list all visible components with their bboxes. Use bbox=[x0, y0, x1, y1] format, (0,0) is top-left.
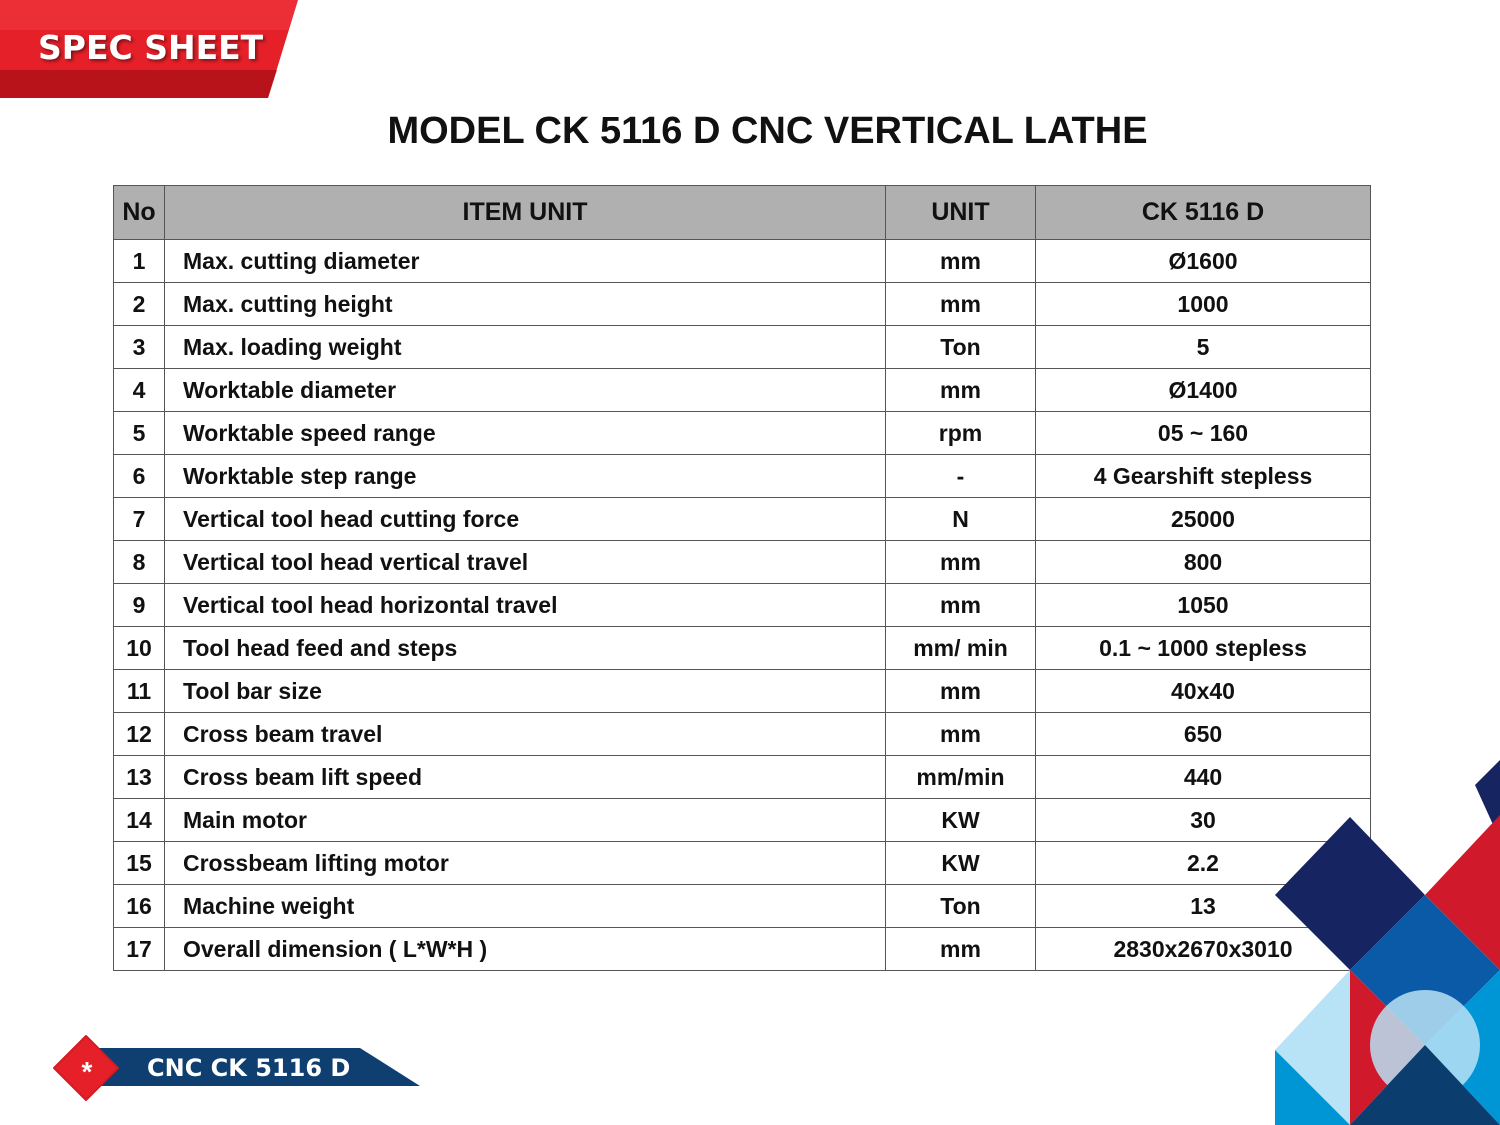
row-value: 4 Gearshift stepless bbox=[1036, 455, 1371, 498]
row-item: Vertical tool head cutting force bbox=[165, 498, 886, 541]
table-row bbox=[114, 928, 1371, 971]
row-unit: KW bbox=[886, 842, 1036, 885]
table-row bbox=[114, 670, 1371, 713]
table-row bbox=[114, 412, 1371, 455]
row-value: 0.1 ~ 1000 stepless bbox=[1036, 627, 1371, 670]
row-item: Crossbeam lifting motor bbox=[165, 842, 886, 885]
row-value: 40x40 bbox=[1036, 670, 1371, 713]
row-value: Ø1400 bbox=[1036, 369, 1371, 412]
row-item: Worktable step range bbox=[165, 455, 886, 498]
row-unit: mm bbox=[886, 541, 1036, 584]
row-no: 2 bbox=[114, 283, 165, 326]
row-no: 8 bbox=[114, 541, 165, 584]
table-row bbox=[114, 885, 1371, 928]
table-row bbox=[114, 240, 1371, 283]
row-item: Cross beam travel bbox=[165, 713, 886, 756]
row-item: Max. loading weight bbox=[165, 326, 886, 369]
row-unit: Ton bbox=[886, 326, 1036, 369]
row-no: 1 bbox=[114, 240, 165, 283]
row-no: 9 bbox=[114, 584, 165, 627]
row-no: 11 bbox=[114, 670, 165, 713]
row-item: Vertical tool head horizontal travel bbox=[165, 584, 886, 627]
table-row bbox=[114, 713, 1371, 756]
row-value: 1000 bbox=[1036, 283, 1371, 326]
row-value: 1050 bbox=[1036, 584, 1371, 627]
row-value: 30 bbox=[1036, 799, 1371, 842]
row-unit: KW bbox=[886, 799, 1036, 842]
banner-label: SPEC SHEET bbox=[38, 28, 264, 67]
row-value: 650 bbox=[1036, 713, 1371, 756]
row-unit: rpm bbox=[886, 412, 1036, 455]
row-no: 10 bbox=[114, 627, 165, 670]
row-unit: mm bbox=[886, 240, 1036, 283]
table-row bbox=[114, 756, 1371, 799]
row-unit: mm/min bbox=[886, 756, 1036, 799]
row-value: 2.2 bbox=[1036, 842, 1371, 885]
footer-model-tag bbox=[0, 1030, 430, 1110]
row-no: 14 bbox=[114, 799, 165, 842]
footer-label: CNC CK 5116 D bbox=[147, 1054, 351, 1082]
row-item: Tool bar size bbox=[165, 670, 886, 713]
header-unit: UNIT bbox=[886, 186, 1036, 240]
row-unit: mm bbox=[886, 584, 1036, 627]
row-value: 5 bbox=[1036, 326, 1371, 369]
row-no: 15 bbox=[114, 842, 165, 885]
table-row bbox=[114, 283, 1371, 326]
table-row bbox=[114, 584, 1371, 627]
asterisk-icon: * bbox=[81, 1056, 93, 1087]
row-no: 5 bbox=[114, 412, 165, 455]
row-item: Vertical tool head vertical travel bbox=[165, 541, 886, 584]
row-unit: mm bbox=[886, 369, 1036, 412]
row-no: 7 bbox=[114, 498, 165, 541]
row-unit: mm/ min bbox=[886, 627, 1036, 670]
row-value: 05 ~ 160 bbox=[1036, 412, 1371, 455]
spec-table bbox=[113, 185, 1371, 971]
table-row bbox=[114, 498, 1371, 541]
row-unit: mm bbox=[886, 928, 1036, 971]
row-item: Machine weight bbox=[165, 885, 886, 928]
row-value: 800 bbox=[1036, 541, 1371, 584]
row-item: Max. cutting height bbox=[165, 283, 886, 326]
row-no: 17 bbox=[114, 928, 165, 971]
row-no: 6 bbox=[114, 455, 165, 498]
row-value: 25000 bbox=[1036, 498, 1371, 541]
row-no: 13 bbox=[114, 756, 165, 799]
table-row bbox=[114, 326, 1371, 369]
spec-sheet-banner bbox=[0, 0, 300, 100]
row-item: Overall dimension ( L*W*H ) bbox=[165, 928, 886, 971]
row-unit: mm bbox=[886, 283, 1036, 326]
row-unit: N bbox=[886, 498, 1036, 541]
header-item: ITEM UNIT bbox=[165, 186, 886, 240]
row-item: Tool head feed and steps bbox=[165, 627, 886, 670]
row-item: Cross beam lift speed bbox=[165, 756, 886, 799]
row-value: 440 bbox=[1036, 756, 1371, 799]
table-row bbox=[114, 799, 1371, 842]
page-title: MODEL CK 5116 D CNC VERTICAL LATHE bbox=[387, 110, 1148, 152]
row-unit: Ton bbox=[886, 885, 1036, 928]
spec-table-body bbox=[114, 240, 1371, 971]
row-unit: mm bbox=[886, 670, 1036, 713]
table-row bbox=[114, 842, 1371, 885]
row-unit: mm bbox=[886, 713, 1036, 756]
row-item: Worktable diameter bbox=[165, 369, 886, 412]
header-value: CK 5116 D bbox=[1036, 186, 1371, 240]
table-row bbox=[114, 541, 1371, 584]
row-value: 13 bbox=[1036, 885, 1371, 928]
row-item: Main motor bbox=[165, 799, 886, 842]
table-row bbox=[114, 627, 1371, 670]
row-item: Worktable speed range bbox=[165, 412, 886, 455]
row-value: 2830x2670x3010 bbox=[1036, 928, 1371, 971]
table-header-row bbox=[114, 186, 1371, 240]
row-item: Max. cutting diameter bbox=[165, 240, 886, 283]
row-no: 3 bbox=[114, 326, 165, 369]
row-value: Ø1600 bbox=[1036, 240, 1371, 283]
row-unit: - bbox=[886, 455, 1036, 498]
table-row bbox=[114, 369, 1371, 412]
decorative-geometric-shapes bbox=[1270, 755, 1500, 1125]
row-no: 16 bbox=[114, 885, 165, 928]
header-no: No bbox=[114, 186, 165, 240]
row-no: 4 bbox=[114, 369, 165, 412]
row-no: 12 bbox=[114, 713, 165, 756]
table-row bbox=[114, 455, 1371, 498]
